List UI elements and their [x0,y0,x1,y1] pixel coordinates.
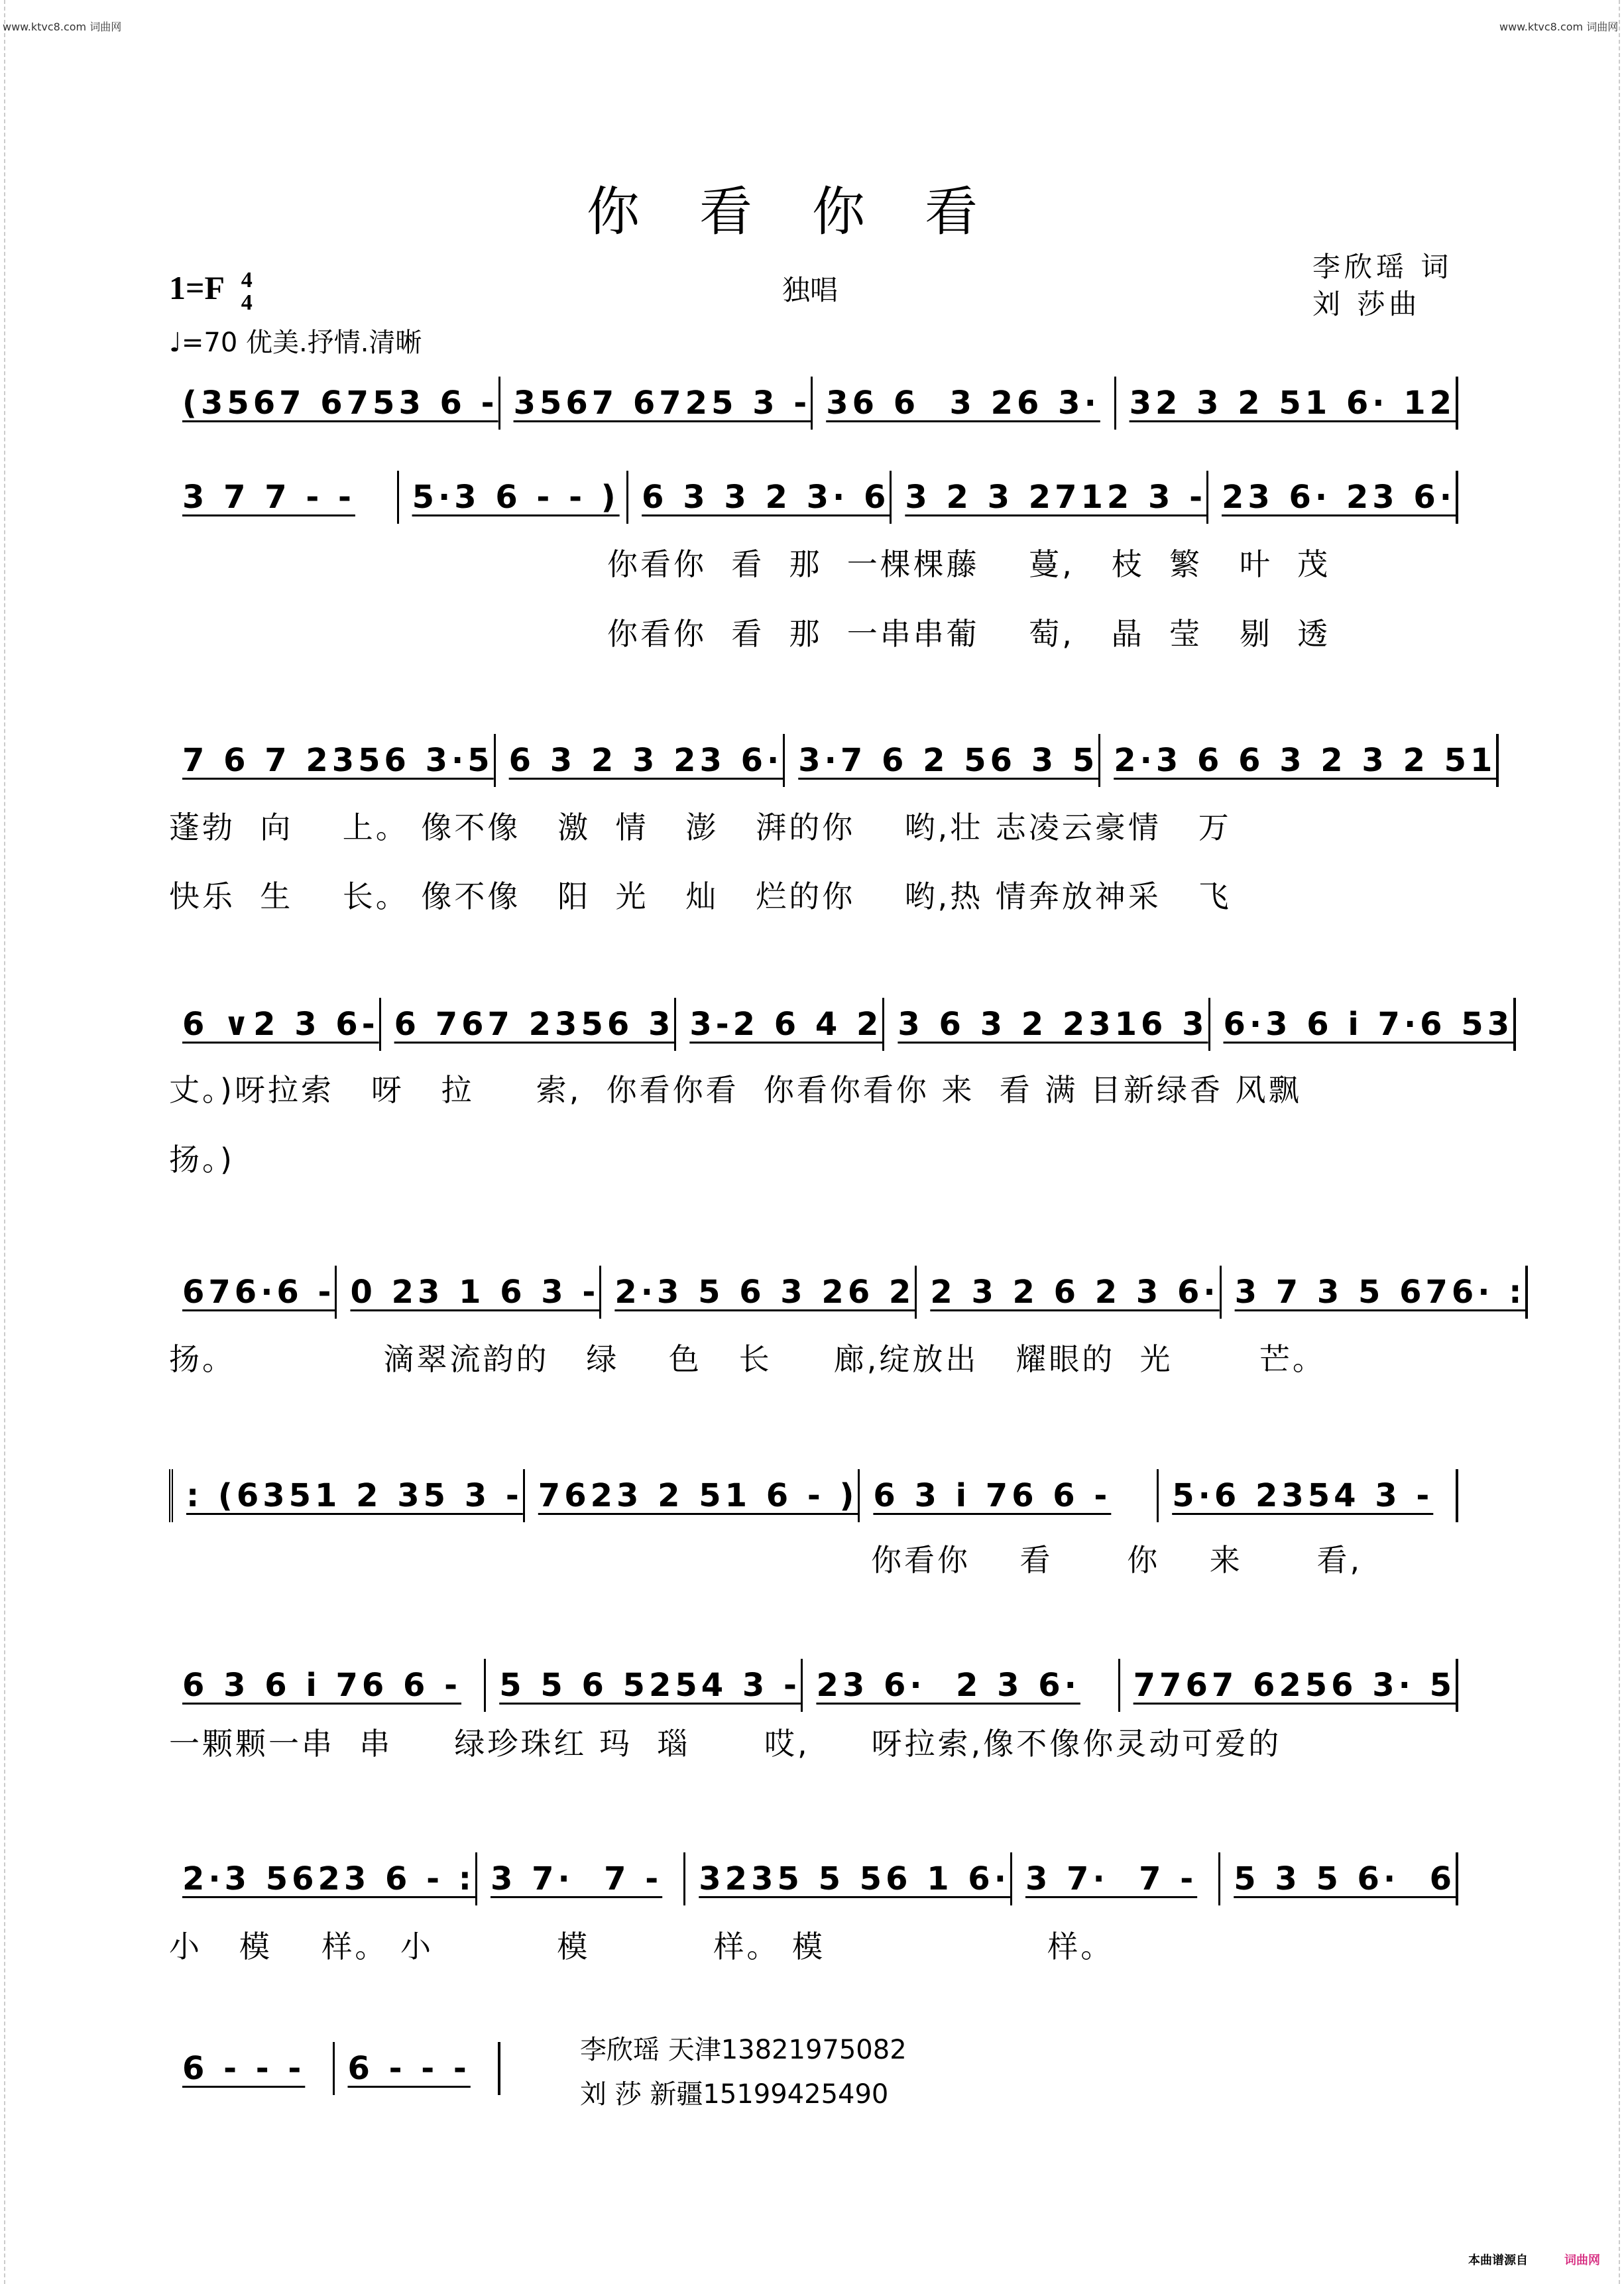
lyrics-line: 你看你 看 那 一串串葡 萄, 晶 莹 剔 透 [607,616,1331,652]
lyrics-line: 丈。)呀拉索 呀 拉 索, 你看你看 你看你看你 来 看 满 目新绿香 风飘 [169,1072,1302,1108]
composer: 刘 莎曲 [1312,288,1421,320]
measure: 6 ∨2 3 6- [169,998,381,1051]
time-signature [241,269,253,314]
left-page-edge [4,0,5,2284]
notation-row [169,1469,1458,1522]
lyrics-line: 扬。 滴翠流韵的 绿 色 长 廊,绽放出 耀眼的 光 芒。 [169,1341,1326,1377]
lyricist: 李欣瑶 词 [1312,251,1453,283]
notation-row [169,377,1458,430]
measure: 2·3 6 6 3 2 3 2 51 [1100,734,1499,787]
measure: 32 3 2 51 6· 12 [1116,377,1458,430]
lyrics-line: 你看你 看 那 一棵棵藤 蔓, 枝 繁 叶 茂 [607,546,1331,582]
notation-row [169,2042,500,2095]
credits [1312,249,1452,323]
measure: 23 6· 23 6· [1208,471,1458,524]
lyrics-line: 你看你 看 你 来 看, [871,1542,1363,1578]
key: 1=F [169,269,224,306]
time-top: 4 [241,267,253,292]
measure: 676·6 - [169,1266,337,1319]
lyrics-line: 小 模 样。 小 模 样。 模 样。 [169,1929,1114,1964]
tempo-marking: ♩=70 优美.抒情.清晰 [169,328,422,358]
lyrics-line: 蓬勃 向 上。 像不像 激 情 澎 湃的你 哟,壮 志凌云豪情 万 [169,810,1232,845]
measure: 3 6 3 2 2316 3 [884,998,1210,1051]
measure: 3567 6725 3 - [500,377,813,430]
contact-composer: 刘 莎 新疆15199425490 [580,2079,889,2110]
measure: 3 7· 7 - [1012,1852,1220,1905]
measure: 6 767 2356 3 [381,998,677,1051]
source-site-link[interactable]: 词曲网 [1564,2254,1600,2267]
source-label: 本曲谱源自 [1468,2254,1528,2267]
lyrics-line: 一颗颗一串 串 绿珍珠红 玛 瑙 哎, 呀拉索,像不像你灵动可爱的 [169,1726,1282,1762]
measure: 6 - - - [335,2042,501,2095]
measure: 0 23 1 6 3 - [337,1266,601,1319]
measure: 3235 5 56 1 6· [685,1852,1012,1905]
lyrics-line: 快乐 生 长。 像不像 阳 光 灿 烂的你 哟,热 情奔放神采 飞 [169,878,1232,914]
measure: (3567 6753 6 - [169,377,500,430]
measure: 2·3 5623 6 - : [169,1852,477,1905]
notation-row [169,1659,1458,1712]
measure: : (6351 2 35 3 - [169,1469,525,1522]
measure: 3 7 3 5 676· : [1222,1266,1529,1319]
measure: 6 3 3 2 3· 6 [628,471,892,524]
key-signature [169,269,253,314]
right-page-edge [1619,0,1620,2284]
time-bottom: 4 [241,290,253,315]
measure: 3 2 3 2712 3 - [892,471,1208,524]
measure: 7 6 7 2356 3·5 [169,734,496,787]
measure: 5·6 2354 3 - [1159,1469,1458,1522]
contact-lyricist: 李欣瑶 天津13821975082 [580,2035,907,2065]
measure: 5·3 6 - - ) [399,471,629,524]
measure: 2·3 5 6 3 26 2 [601,1266,917,1319]
measure: 5 3 5 6· 6 [1220,1852,1458,1905]
song-title: 你看你看 [587,181,1037,243]
measure: 5 5 6 5254 3 - [486,1659,803,1712]
measure: 36 6 3 26 3· [813,377,1116,430]
notation-row [169,734,1497,787]
measure: 23 6· 2 3 6· [803,1659,1120,1712]
notation-row [169,1266,1526,1319]
measure: 7767 6256 3· 5 [1120,1659,1458,1712]
watermark-left: www.ktvc8.com 词曲网 [3,21,122,33]
measure: 3 7· 7 - [477,1852,685,1905]
measure: 3-2 6 4 2 [676,998,884,1051]
performance-mode: 独唱 [782,274,839,306]
measure: 2 3 2 6 2 3 6· [917,1266,1221,1319]
measure: 7623 2 51 6 - ) [525,1469,860,1522]
measure: 6 3 i 76 6 - [860,1469,1159,1522]
measure: 3 7 7 - - [169,471,399,524]
measure: 6 3 6 i 76 6 - [169,1659,486,1712]
measure: 6·3 6 i 7·6 53 [1210,998,1517,1051]
watermark-right: www.ktvc8.com 词曲网 [1499,21,1619,33]
notation-row [169,998,1514,1051]
notation-row [169,471,1458,524]
measure: 6 - - - [169,2042,335,2095]
measure: 6 3 2 3 23 6· [496,734,785,787]
notation-row [169,1852,1458,1905]
measure: 3·7 6 2 56 3 5 [785,734,1100,787]
lyrics-line: 扬。) [169,1142,235,1177]
